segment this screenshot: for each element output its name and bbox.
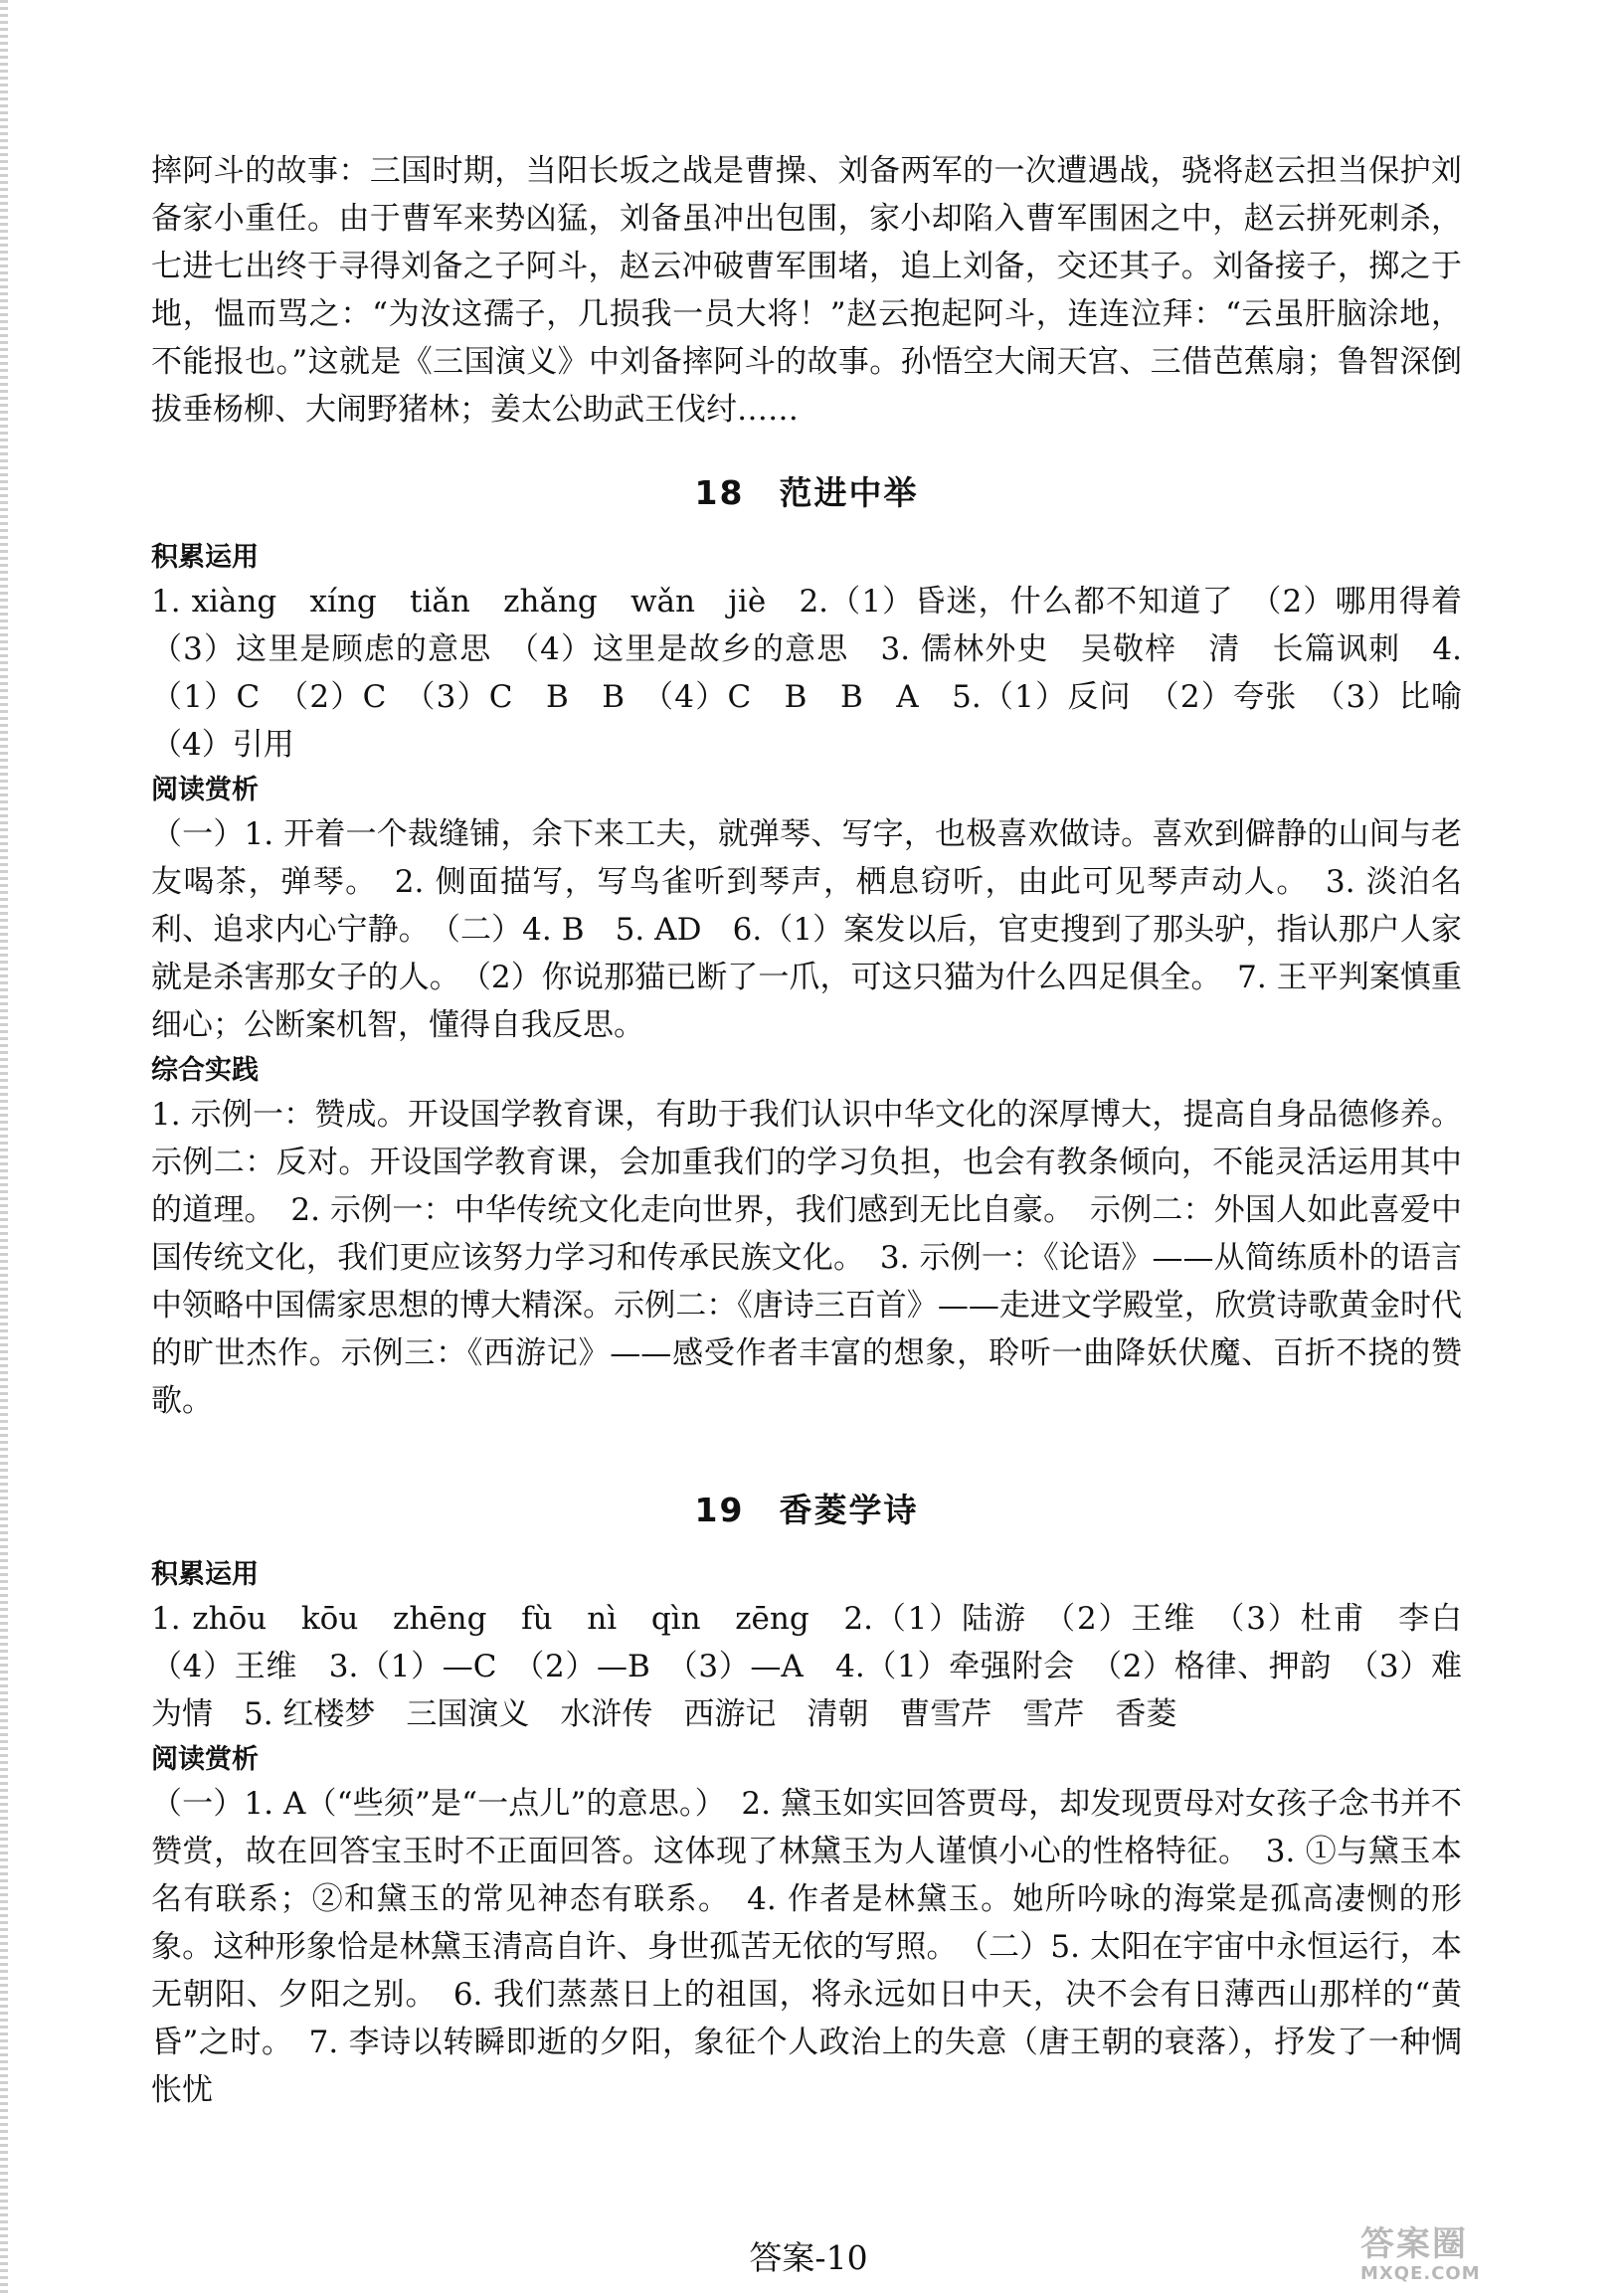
- section-18-yuedu-text: （一）1. 开着一个裁缝铺，余下来工夫，就弹琴、写字，也极喜欢做诗。喜欢到僻静的山间与老友喝茶，弹琴。 2. 侧面描写，写鸟雀听到琴声，栖息窃听，由此可见琴声动人。 3. 淡泊名利、追求内心宁静。 （二）4. B 5. AD 6.（1）案发以后，官吏搜到了那头驴，指认那户人家就是杀害那女子的人。 （2）你说那猫已断了一爪，可这只猫为什么四足俱全。 7. 王平判案慎重细心；公断案机智，懂得自我反思。: [151, 816, 1462, 1043]
- section-18-zonghe-text: 1. 示例一：赞成。开设国学教育课，有助于我们认识中华文化的深厚博大，提高自身品德修养。示例二：反对。开设国学教育课，会加重我们的学习负担，也会有教条倾向，不能灵活运用其中的道理。 2. 示例一：中华传统文化走向世界，我们感到无比自豪。 示例二：外国人如此喜爱中国传统文化，我们更应该努力学习和传承民族文化。 3. 示例一：《论语》——从简练质朴的语言中领略中国儒家思想的博大精深。示例二：《唐诗三百首》——走进文学殿堂，欣赏诗歌黄金时代的旷世杰作。示例三：《西游记》——感受作者丰富的想象，聆听一曲降妖伏魔、百折不挠的赞歌。: [151, 1097, 1462, 1419]
- scan-binding-edge: [0, 0, 8, 2296]
- answer-page-content: [151, 147, 1493, 2114]
- section-18-jilei-heading: 积累运用: [151, 542, 259, 573]
- section-19-title: 19 香菱学诗: [694, 1491, 919, 1529]
- section-19-yuedu-text: （一）1. A（“些须”是“一点儿”的意思。） 2. 黛玉如实回答贾母，却发现贾母对女孩子念书并不赞赏，故在回答宝玉时不正面回答。这体现了林黛玉为人谨慎小心的性格特征。 3. ①与黛玉本名有联系；②和黛玉的常见神态有联系。 4. 作者是林黛玉。她所吟咏的海棠是孤高凄恻的形象。这种形象恰是林黛玉清高自许、身世孤苦无依的写照。 （二）5. 太阳在宇宙中永恒运行，本无朝阳、夕阳之别。 6. 我们蒸蒸日上的祖国，将永远如日中天，决不会有日薄西山那样的“黄昏”之时。 7. 李诗以转瞬即逝的夕阳，象征个人政治上的失意（唐王朝的衰落），抒发了一种惆怅忧: [151, 1786, 1462, 2108]
- watermark-logo: 答案圈: [1360, 2224, 1468, 2264]
- section-18-zonghe-heading: 综合实践: [151, 1055, 259, 1086]
- intro-paragraph: 摔阿斗的故事：三国时期，当阳长坂之战是曹操、刘备两军的一次遭遇战，骁将赵云担当保护刘备家小重任。由于曹军来势凶猛，刘备虽冲出包围，家小却陷入曹军围困之中，赵云拼死刺杀，七进七出终于寻得刘备之子阿斗，赵云冲破曹军围堵，追上刘备，交还其子。刘备接子，掷之于地，愠而骂之：“为汝这孺子，几损我一员大将！”赵云抱起阿斗，连连泣拜：“云虽肝脑涂地，不能报也。”这就是《三国演义》中刘备摔阿斗的故事。孙悟空大闹天宫、三借芭蕉扇；鲁智深倒拔垂杨柳、大闹野猪林；姜太公助武王伐纣……: [151, 153, 1462, 428]
- page-number-footer: 答案-10: [749, 2238, 868, 2277]
- section-18-jilei-text: 1. xiàng xíng tiǎn zhǎng wǎn jiè 2.（1）昏迷，什么都不知道了 （2）哪用得着 （3）这里是顾虑的意思 （4）这里是故乡的意思 3. 儒林外史 吴敬梓 清 长篇讽刺 4.（1）C （2）C （3）C B B （4）C B B A 5.（1）反问 （2）夸张 （3）比喻 （4）引用: [151, 584, 1493, 763]
- site-watermark: [1360, 2225, 1607, 2287]
- section-18-yuedu-heading: 阅读赏析: [151, 775, 259, 805]
- section-19-jilei-heading: 积累运用: [151, 1559, 259, 1590]
- section-18-title: 18 范进中举: [694, 473, 919, 512]
- watermark-url: MXQE.COM: [1360, 2263, 1481, 2284]
- section-19-jilei-text: 1. zhōu kōu zhēng fù nì qìn zēng 2.（1）陆游 （2）王维 （3）杜甫 李白 （4）王维 3.（1）—C （2）—B （3）—A 4.（1）牵强附会 （2）格律、押韵 （3）难为情 5. 红楼梦 三国演义 水浒传 西游记 清朝 曹雪芹 雪芹 香菱: [151, 1601, 1493, 1732]
- section-19-yuedu-heading: 阅读赏析: [151, 1744, 259, 1775]
